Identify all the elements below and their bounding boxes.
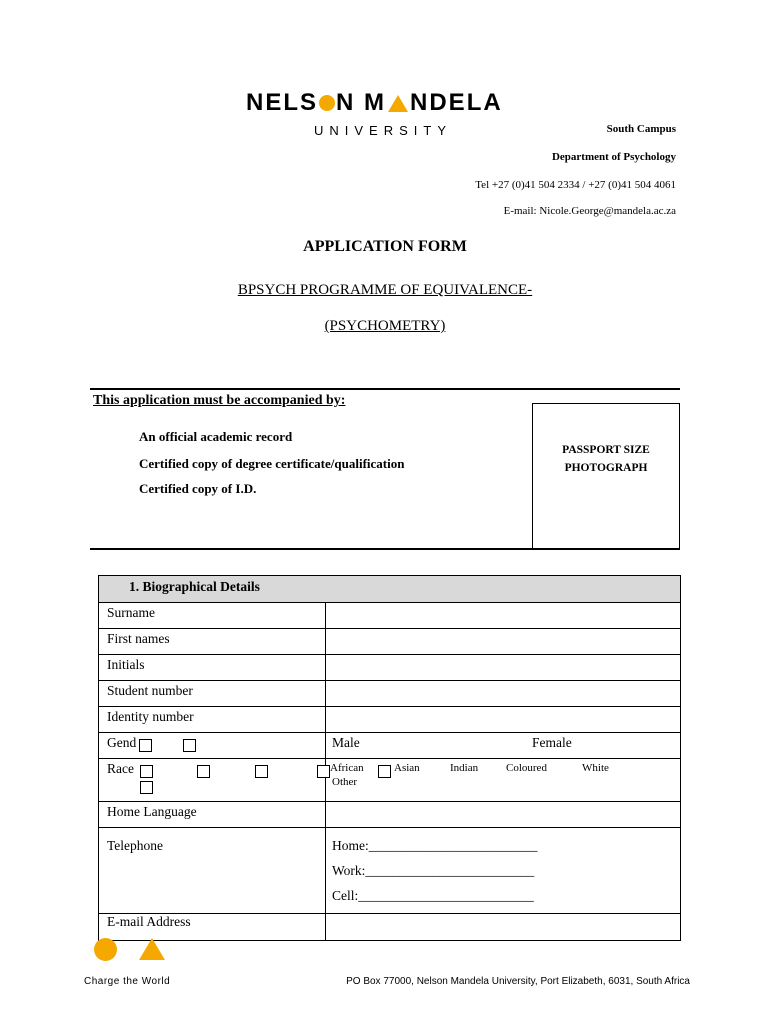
table-row	[99, 802, 680, 828]
surname-label: Surname	[99, 603, 326, 628]
university-logo	[246, 89, 536, 138]
footer-address: PO Box 77000, Nelson Mandela University, Port Elizabeth, 6031, South Africa	[346, 976, 690, 987]
logo-triangle-icon	[388, 95, 408, 112]
biographical-details-table	[98, 575, 681, 941]
gender-female-option: Female	[532, 735, 572, 750]
logo-wordmark	[246, 89, 536, 117]
table-row	[99, 629, 680, 655]
race-african-checkbox[interactable]	[140, 765, 153, 778]
identity-number-label: Identity number	[99, 707, 326, 732]
identity-number-field[interactable]	[326, 707, 680, 732]
student-number-label: Student number	[99, 681, 326, 706]
telephone-row	[99, 828, 680, 914]
logo-text-part1: NELS	[246, 89, 319, 116]
requirement-item: An official academic record	[139, 429, 293, 444]
table-row	[99, 681, 680, 707]
footer-tagline: Charge the World	[84, 976, 171, 987]
race-indian-checkbox[interactable]	[255, 765, 268, 778]
requirements-heading: This application must be accompanied by:	[93, 393, 346, 408]
race-coloured-checkbox[interactable]	[317, 765, 330, 778]
programme-title-line1: BPSYCH PROGRAMME OF EQUIVALENCE-	[237, 282, 533, 298]
race-white-checkbox[interactable]	[378, 765, 391, 778]
race-other-checkbox[interactable]	[140, 781, 153, 794]
gender-cell	[99, 733, 326, 758]
passport-photo-box[interactable]	[532, 403, 680, 549]
gender-label: Gend	[107, 735, 137, 750]
gender-male-checkbox[interactable]	[139, 739, 152, 752]
requirements-top-rule	[90, 388, 680, 390]
work-phone-field[interactable]: Work:_________________________	[332, 863, 535, 878]
cell-phone-field[interactable]: Cell:__________________________	[332, 888, 534, 903]
telephone-numbers: Tel +27 (0)41 504 2334 / +27 (0)41 504 4061	[475, 179, 676, 191]
race-other-option: Other	[332, 776, 358, 788]
race-row	[99, 759, 680, 802]
department-name: Department of Psychology	[551, 151, 676, 163]
photo-placeholder-text: PASSPORT SIZE PHOTOGRAPH	[562, 444, 650, 474]
logo-text-part3: NDELA	[410, 89, 503, 116]
contact-email: E-mail: Nicole.George@mandela.ac.za	[503, 205, 676, 217]
race-asian-checkbox[interactable]	[197, 765, 210, 778]
home-language-label: Home Language	[99, 802, 326, 827]
gender-row	[99, 733, 680, 759]
home-language-field[interactable]	[326, 802, 680, 827]
table-row	[99, 914, 680, 940]
race-white-option: White	[582, 762, 609, 774]
race-asian-option: Asian	[394, 762, 420, 774]
table-row	[99, 603, 680, 629]
footer-triangle-icon	[139, 938, 165, 960]
student-number-field[interactable]	[326, 681, 680, 706]
race-coloured-option: Coloured	[506, 762, 547, 774]
race-cell	[99, 759, 326, 801]
initials-field[interactable]	[326, 655, 680, 680]
race-label: Race	[107, 761, 134, 776]
first-names-label: First names	[99, 629, 326, 654]
table-row	[99, 707, 680, 733]
logo-circle-icon	[319, 95, 335, 111]
gender-female-checkbox[interactable]	[183, 739, 196, 752]
footer-circle-icon	[94, 938, 117, 961]
race-african-option: African	[330, 762, 364, 774]
first-names-field[interactable]	[326, 629, 680, 654]
logo-university-text: UNIVERSITY	[314, 123, 453, 138]
surname-field[interactable]	[326, 603, 680, 628]
email-address-label: E-mail Address	[99, 914, 326, 940]
gender-male-option: Male	[332, 735, 360, 750]
initials-label: Initials	[99, 655, 326, 680]
table-row	[99, 655, 680, 681]
programme-title-line2: (PSYCHOMETRY)	[324, 318, 446, 334]
home-phone-field[interactable]: Home:_________________________	[332, 838, 538, 853]
section-heading: 1. Biographical Details	[99, 576, 680, 603]
form-title: APPLICATION FORM	[303, 238, 467, 255]
requirement-item: Certified copy of degree certificate/qualification	[139, 456, 405, 471]
email-address-field[interactable]	[326, 914, 680, 940]
requirements-bottom-rule	[90, 548, 680, 550]
requirement-item: Certified copy of I.D.	[139, 481, 257, 496]
telephone-label: Telephone	[99, 828, 326, 913]
logo-text-part2: N M	[336, 89, 387, 116]
campus-name: South Campus	[606, 123, 676, 135]
race-indian-option: Indian	[450, 762, 479, 774]
